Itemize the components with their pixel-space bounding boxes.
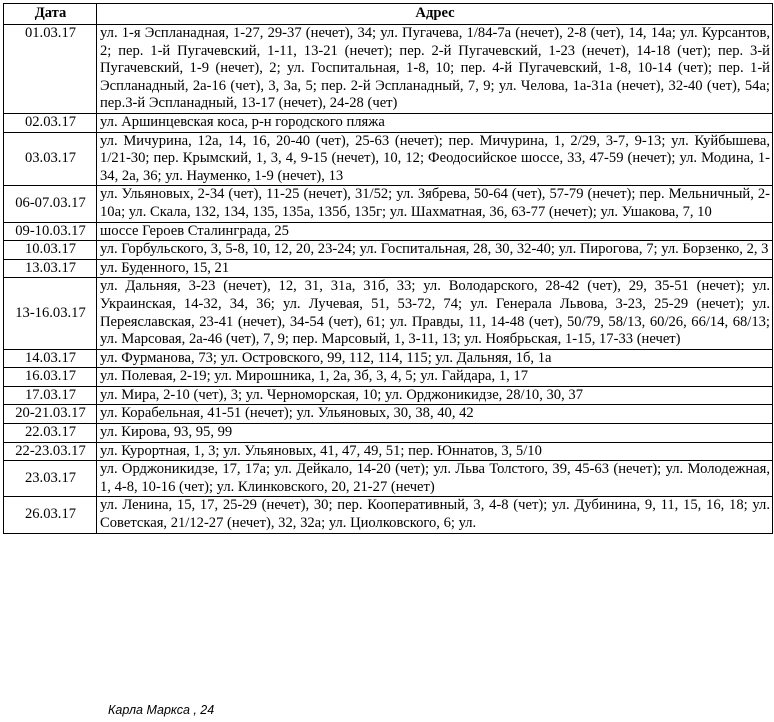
table-row: [4, 278, 773, 349]
row-date: 13.03.17: [4, 259, 97, 278]
table-row: [4, 25, 773, 114]
row-date: 22-23.03.17: [4, 442, 97, 461]
table-row: [4, 186, 773, 222]
row-date: 20-21.03.17: [4, 405, 97, 424]
footnote: Карла Маркса , 24: [108, 703, 215, 717]
header-date: Дата: [4, 4, 97, 25]
row-date: 17.03.17: [4, 386, 97, 405]
table-row: [4, 259, 773, 278]
row-date: 13-16.03.17: [4, 278, 97, 349]
row-date: 06-07.03.17: [4, 186, 97, 222]
table-row: [4, 424, 773, 443]
row-address: ул. Корабельная, 41-51 (нечет); ул. Ульяновых, 30, 38, 40, 42: [97, 405, 773, 424]
table-row: [4, 349, 773, 368]
row-address: ул. Полевая, 2-19; ул. Мирошника, 1, 2а, 3б, 3, 4, 5; ул. Гайдара, 1, 17: [97, 368, 773, 387]
table-body: [4, 25, 773, 534]
row-address: ул. 1-я Эспланадная, 1-27, 29-37 (нечет), 34; ул. Пугачева, 1/84-7а (нечет), 2-8 (чет), 14, 14а; ул. Курсантов, 2; пер. 1-й Пугачевский, 1-11, 13-21 (нечет); пер. 2-й Пугачевский, 1-23 (нечет), 14-18 (чет); пер. 3-й Пугачевский, 1-9 (нечет), 2; ул. Госпитальная, 1-8, 10; пер. 4-й Пугачевский, 1-8, 10-14 (чет); пер. 1-й Эспланадный, 2а-16 (чет), 3, 3а, 5; пер. 2-й Эспланадный, 7, 9; ул. Челова, 1а-31а (нечет), 32-40 (чет), 54а; пер.3-й Эспланадный, 13-17 (нечет), 24-28 (чет): [97, 25, 773, 114]
row-address: ул. Дальняя, 3-23 (нечет), 12, 31, 31а, 31б, 33; ул. Володарского, 28-42 (чет), 29, 35-51 (нечет); ул. Украинская, 14-32, 34, 36; ул. Лучевая, 51, 53-72, 74; ул. Генерала Львова, 3-23, 25-29 (нечет); ул. Переяславская, 23-41 (нечет), 34-54 (чет), 61; ул. Правды, 11, 14-48 (чет), 50/79, 58/13, 60/26, 66/14, 68/13; ул. Марсовая, 2а-46 (чет), 7, 9; пер. Марсовый, 1, 3-11, 13; ул. Ноябрьская, 1-15, 17-33 (нечет): [97, 278, 773, 349]
table-row: [4, 405, 773, 424]
row-date: 01.03.17: [4, 25, 97, 114]
row-address: ул. Мичурина, 12а, 14, 16, 20-40 (чет), 25-63 (нечет); пер. Мичурина, 1, 2/29, 3-7, 9-13; ул. Куйбышева, 1/21-30; пер. Крымский, 1, 3, 4, 9-15 (нечет), 10, 12; Феодосийское шоссе, 33, 47-59 (нечет); ул. Модина, 1-34, 2а, 36; ул. Науменко, 1-9 (нечет), 13: [97, 132, 773, 186]
row-address: ул. Фурманова, 73; ул. Островского, 99, 112, 114, 115; ул. Дальняя, 1б, 1а: [97, 349, 773, 368]
table-row: [4, 222, 773, 241]
row-date: 09-10.03.17: [4, 222, 97, 241]
row-date: 26.03.17: [4, 497, 97, 533]
row-date: 02.03.17: [4, 113, 97, 132]
table-row: [4, 442, 773, 461]
row-address: шоссе Героев Сталинграда, 25: [97, 222, 773, 241]
row-address: ул. Ульяновых, 2-34 (чет), 11-25 (нечет), 31/52; ул. Зябрева, 50-64 (чет), 57-79 (нечет); пер. Мельничный, 2-10а; ул. Скала, 132, 134, 135, 135а, 135б, 135г; ул. Шахматная, 36, 63-77 (нечет); ул. Ушакова, 7, 10: [97, 186, 773, 222]
row-date: 23.03.17: [4, 461, 97, 497]
row-address: ул. Горбульского, 3, 5-8, 10, 12, 20, 23-24; ул. Госпитальная, 28, 30, 32-40; ул. Пирогова, 7; ул. Борзенко, 2, 3: [97, 241, 773, 260]
header-address: Адрес: [97, 4, 773, 25]
row-date: 16.03.17: [4, 368, 97, 387]
table-row: [4, 497, 773, 533]
row-address: ул. Аршинцевская коса, р-н городского пляжа: [97, 113, 773, 132]
row-address: ул. Буденного, 15, 21: [97, 259, 773, 278]
row-date: 03.03.17: [4, 132, 97, 186]
row-address: ул. Ленина, 15, 17, 25-29 (нечет), 30; пер. Кооперативный, 3, 4-8 (чет); ул. Дубинина, 9, 11, 15, 16, 18; ул. Советская, 21/12-27 (нечет), 32, 32а; ул. Циолковского, 6; ул.: [97, 497, 773, 533]
table-row: [4, 461, 773, 497]
table-row: [4, 113, 773, 132]
table-row: [4, 386, 773, 405]
table-row: [4, 368, 773, 387]
row-address: ул. Орджоникидзе, 17, 17а; ул. Дейкало, 14-20 (чет); ул. Льва Толстого, 39, 45-63 (нечет); ул. Молодежная, 1, 4-8, 10-16 (чет); ул. Клинковского, 20, 21-27 (нечет): [97, 461, 773, 497]
header-row: [4, 4, 773, 25]
row-address: ул. Кирова, 93, 95, 99: [97, 424, 773, 443]
row-address: ул. Мира, 2-10 (чет), 3; ул. Черноморская, 10; ул. Орджоникидзе, 28/10, 30, 37: [97, 386, 773, 405]
table-row: [4, 241, 773, 260]
table-row: [4, 132, 773, 186]
outage-schedule-table: [3, 3, 773, 534]
row-date: 14.03.17: [4, 349, 97, 368]
row-date: 22.03.17: [4, 424, 97, 443]
row-address: ул. Курортная, 1, 3; ул. Ульяновых, 41, 47, 49, 51; пер. Юннатов, 3, 5/10: [97, 442, 773, 461]
row-date: 10.03.17: [4, 241, 97, 260]
